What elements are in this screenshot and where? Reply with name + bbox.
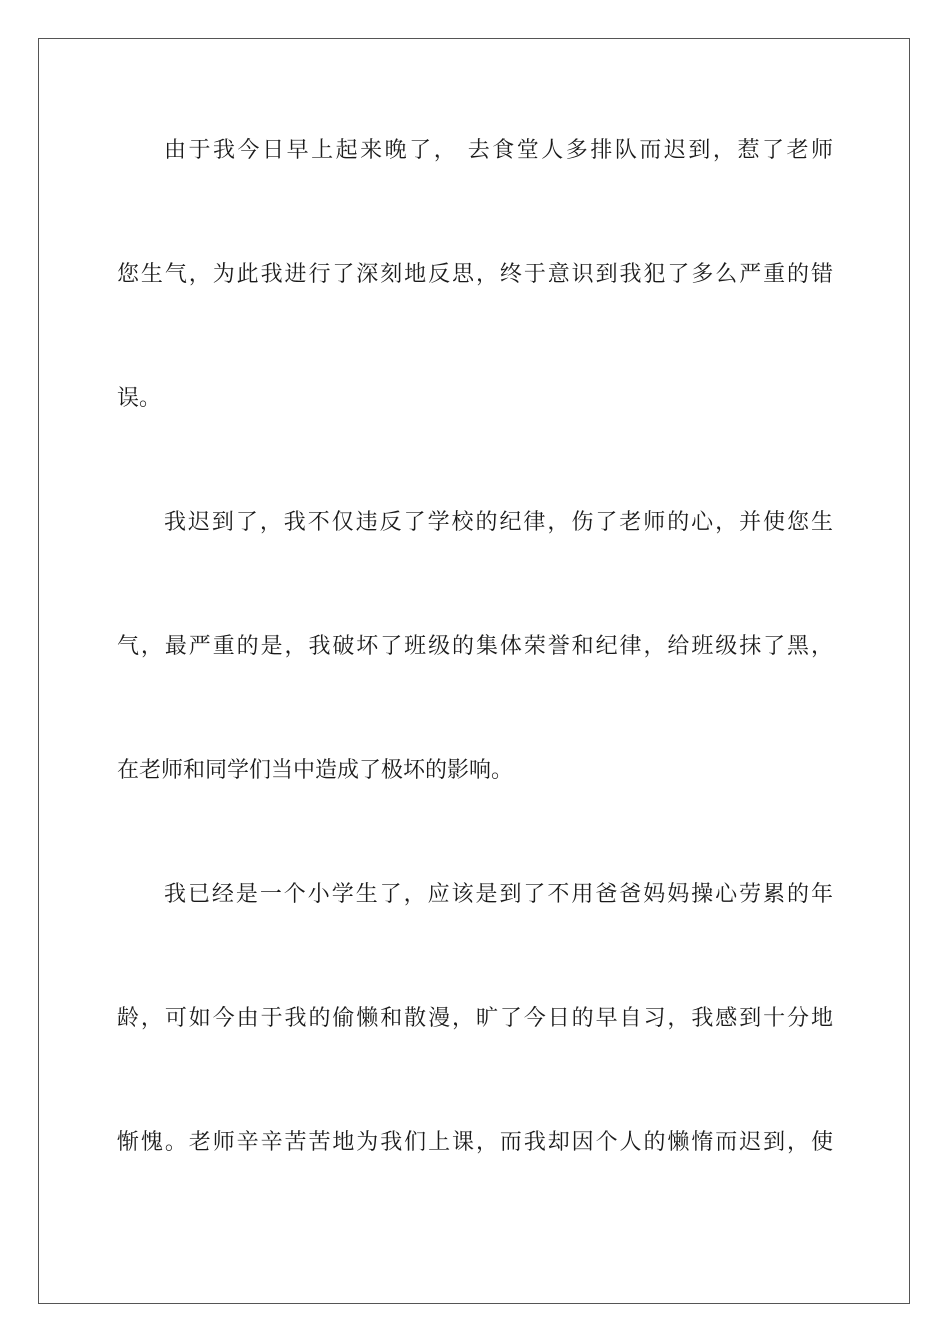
page-border: [38, 38, 910, 1304]
paragraph-3-line-2: 龄，可如今由于我的偷懒和散漫，旷了今日的早自习，我感到十分地: [117, 1006, 833, 1031]
paragraph-2-line-3: 在老师和同学们当中造成了极坏的影响。: [117, 758, 514, 783]
paragraph-3-line-3: 惭愧。老师辛辛苦苦地为我们上课，而我却因个人的懒惰而迟到，使: [117, 1130, 833, 1155]
paragraph-3-line-1: 我已经是一个小学生了，应该是到了不用爸爸妈妈操心劳累的年: [164, 882, 833, 907]
paragraph-1-line-3: 误。: [117, 386, 162, 411]
paragraph-2-line-1: 我迟到了，我不仅违反了学校的纪律，伤了老师的心，并使您生: [164, 510, 833, 535]
paragraph-1-line-1: 由于我今日早上起来晚了， 去食堂人多排队而迟到，惹了老师: [164, 138, 833, 163]
paragraph-2-line-2: 气，最严重的是，我破坏了班级的集体荣誉和纪律，给班级抹了黑，: [117, 634, 833, 659]
paragraph-1-line-2: 您生气，为此我进行了深刻地反思，终于意识到我犯了多么严重的错: [117, 262, 833, 287]
